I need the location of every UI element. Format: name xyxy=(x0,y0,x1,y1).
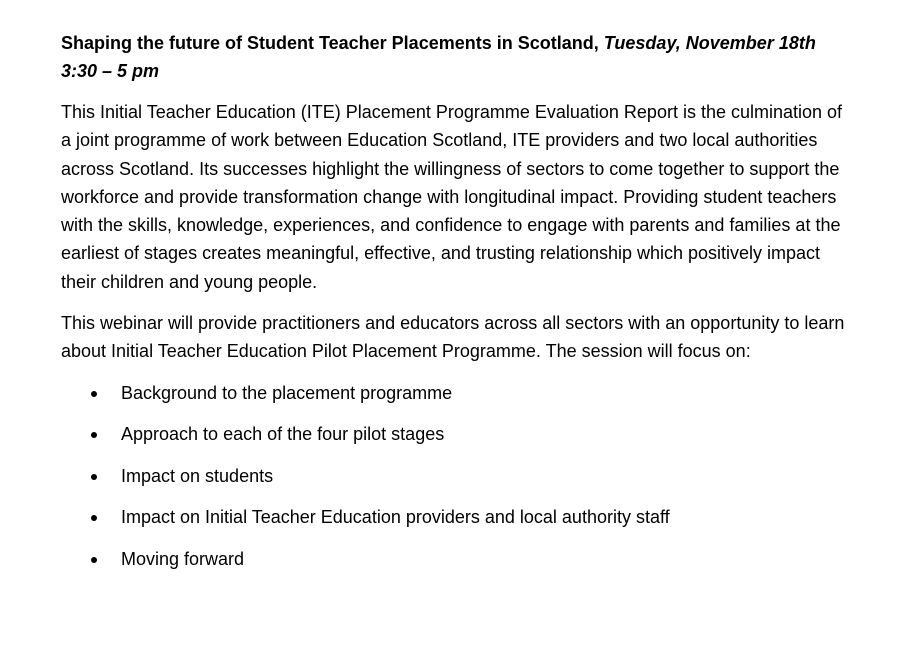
list-item xyxy=(61,379,851,407)
document-page xyxy=(61,29,851,586)
list-item xyxy=(61,420,851,448)
list-item xyxy=(61,545,851,573)
list-item-text: Impact on Initial Teacher Education providers and local authority staff xyxy=(121,507,670,528)
bullet-icon xyxy=(91,432,97,438)
bullet-icon xyxy=(91,557,97,563)
event-title: Shaping the future of Student Teacher Placements in Scotland, xyxy=(61,33,604,53)
bullet-icon xyxy=(91,391,97,397)
list-item xyxy=(61,503,851,531)
webinar-description-paragraph: This webinar will provide practitioners and educators across all sectors with an opportunity to learn about Initial Teacher Education Pilot Placement Programme. The session will focus on: xyxy=(61,313,845,362)
report-intro-paragraph: This Initial Teacher Education (ITE) Placement Programme Evaluation Report is the culmination of a joint programme of work between Education Scotland, ITE providers and two local authorities across Scotland. Its successes highlight the willingness of sectors to come together to support the workforce and provide transformation change with longitudinal impact. Providing student teachers with the skills, knowledge, experiences, and confidence to engage with parents and families at the earliest of stages creates meaningful, effective, and trusting relationship which positively impact their children and young people. xyxy=(61,102,843,292)
focus-list xyxy=(61,379,851,573)
event-heading xyxy=(61,29,851,85)
list-item-text: Background to the placement programme xyxy=(121,382,453,403)
list-item-text: Approach to each of the four pilot stages xyxy=(121,424,445,445)
list-item-text: Impact on students xyxy=(121,465,274,486)
bullet-icon xyxy=(91,515,97,521)
bullet-icon xyxy=(91,474,97,480)
event-date: Tuesday, November 18th 3:30 – 5 pm xyxy=(61,33,816,81)
list-item-text: Moving forward xyxy=(121,548,245,569)
list-item xyxy=(61,462,851,490)
